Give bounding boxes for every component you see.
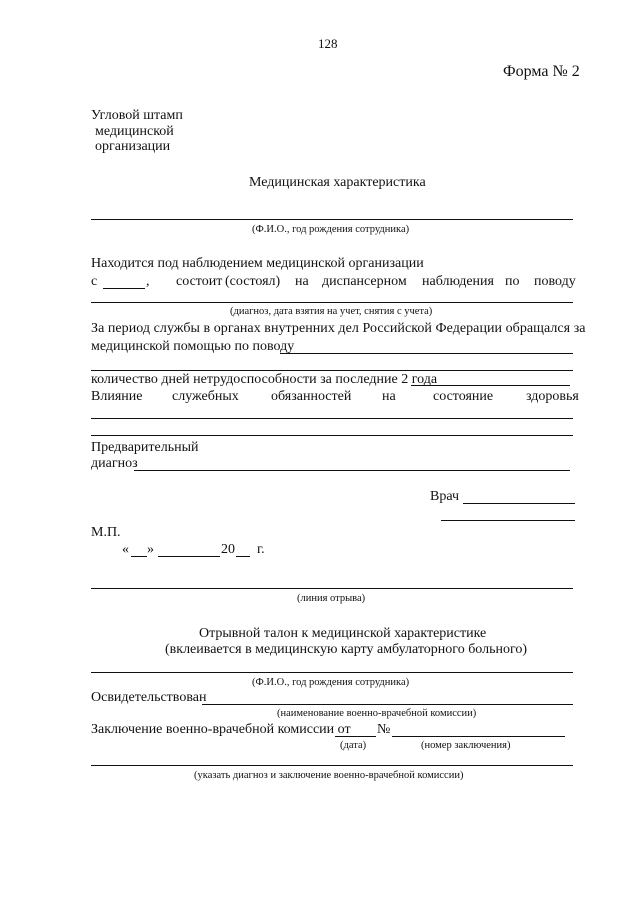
commission-name-field[interactable] xyxy=(202,704,573,705)
final-conclusion-field[interactable] xyxy=(91,765,573,766)
doctor-name-field[interactable] xyxy=(441,520,575,521)
number-sign: № xyxy=(377,722,391,737)
observation-comma: , xyxy=(146,274,150,289)
influence-field-2[interactable] xyxy=(91,435,573,436)
sick-days-field[interactable] xyxy=(411,385,570,386)
doctor-signature-field[interactable] xyxy=(463,503,575,504)
date-year-suffix: г. xyxy=(257,542,265,557)
word-sostoyal: (состоял) xyxy=(225,274,281,289)
doctor-label: Врач xyxy=(430,489,460,504)
conclusion-label: Заключение военно-врачебной комиссии от xyxy=(91,722,351,737)
preliminary-diagnosis-field[interactable] xyxy=(134,470,570,471)
observation-c: с xyxy=(91,274,98,289)
influence-word-1: Влияние xyxy=(91,389,143,404)
document-title: Медицинская характеристика xyxy=(249,175,426,190)
coupon-fio-caption: (Ф.И.О., год рождения сотрудника) xyxy=(252,677,410,688)
date-year-prefix: 20 xyxy=(221,542,235,557)
observation-date-field[interactable] xyxy=(103,288,145,289)
date-day-field[interactable] xyxy=(131,556,147,557)
word-dispansernom: диспансерном xyxy=(322,274,407,289)
sick-days-label: количество дней нетрудоспособности за последние 2 года xyxy=(91,372,438,387)
word-povodu: поводу xyxy=(534,274,576,289)
influence-word-4: на xyxy=(382,389,396,404)
coupon-subtitle: (вклеивается в медицинскую карту амбулаторного больного) xyxy=(165,642,528,657)
conclusion-date-field[interactable] xyxy=(335,736,376,737)
stamp-place: М.П. xyxy=(91,525,121,540)
influence-word-3: обязанностей xyxy=(271,389,352,404)
page-number: 128 xyxy=(318,36,338,51)
word-nablyudeniya: наблюдения xyxy=(422,274,494,289)
word-po: по xyxy=(505,274,520,289)
observation-line: Находится под наблюдением медицинской организации xyxy=(91,256,424,271)
date-caption: (дата) xyxy=(340,740,367,751)
stamp-line-3: организации xyxy=(95,139,171,154)
stamp-line-2: медицинской xyxy=(95,124,174,139)
date-open-quote: « xyxy=(122,542,129,557)
diagnosis-label: диагноз xyxy=(91,456,138,471)
date-year-field[interactable] xyxy=(236,556,250,557)
influence-word-2: служебных xyxy=(172,389,239,404)
diagnosis-caption: (диагноз, дата взятия на учет, снятия с учета) xyxy=(230,306,433,317)
commission-caption: (наименование военно-врачебной комиссии) xyxy=(277,708,477,719)
date-month-field[interactable] xyxy=(158,556,220,557)
reason-field[interactable] xyxy=(280,353,573,354)
stamp-line-1: Угловой штамп xyxy=(91,108,183,123)
influence-word-6: здоровья xyxy=(526,389,579,404)
coupon-fio-field[interactable] xyxy=(91,672,573,673)
influence-field-1[interactable] xyxy=(91,418,573,419)
period-line-1: За период службы в органах внутренних дел Российской Федерации обращался за xyxy=(91,321,586,336)
period-line-2: медицинской помощью по поводу xyxy=(91,339,295,354)
form-number: Форма № 2 xyxy=(503,63,580,80)
date-close-quote: » xyxy=(147,542,154,557)
examined-label: Освидетельствован xyxy=(91,690,207,705)
tear-line xyxy=(91,588,573,589)
tear-caption: (линия отрыва) xyxy=(297,593,366,604)
fio-caption: (Ф.И.О., год рождения сотрудника) xyxy=(252,224,410,235)
final-caption: (указать диагноз и заключение военно-врачебной комиссии) xyxy=(194,770,464,781)
diagnosis-field[interactable] xyxy=(91,302,573,303)
word-sostoit: состоит xyxy=(176,274,223,289)
influence-word-5: состояние xyxy=(433,389,494,404)
fio-field[interactable] xyxy=(91,219,573,220)
number-caption: (номер заключения) xyxy=(421,740,511,751)
preliminary-label: Предварительный xyxy=(91,440,199,455)
reason-field-2[interactable] xyxy=(91,370,573,371)
word-na: на xyxy=(295,274,309,289)
coupon-title: Отрывной талон к медицинской характеристике xyxy=(199,626,487,641)
conclusion-number-field[interactable] xyxy=(392,736,565,737)
